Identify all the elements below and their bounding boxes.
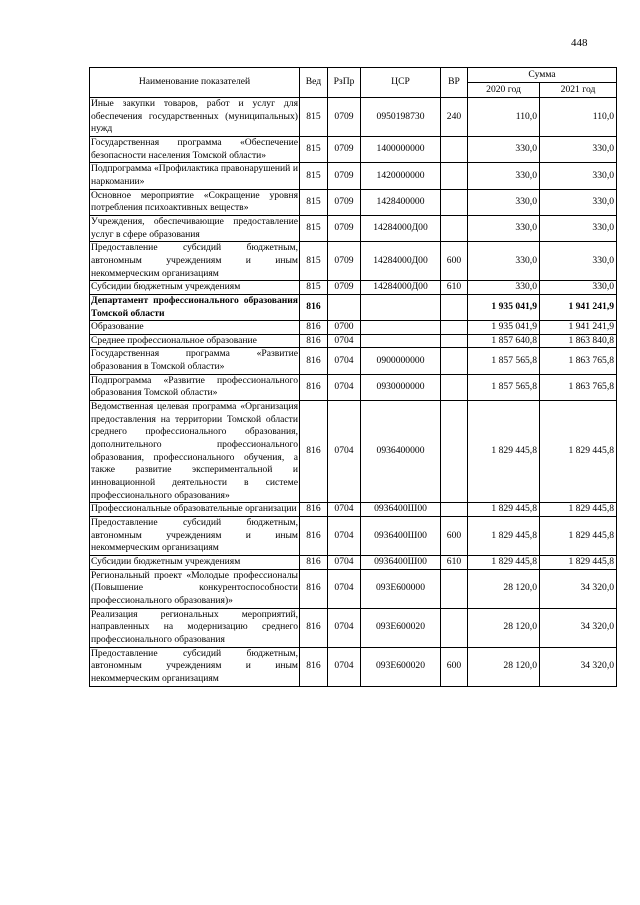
table-body (90, 98, 617, 687)
table-row (90, 98, 617, 137)
cell-vr (441, 163, 468, 189)
table-row (90, 242, 617, 281)
cell-rzpr: 0700 (328, 321, 361, 335)
cell-sum-2021: 1 829 445,8 (540, 517, 617, 556)
cell-rzpr (328, 294, 361, 320)
cell-sum-2020: 1 829 445,8 (468, 555, 540, 569)
cell-sum-2020: 330,0 (468, 215, 540, 241)
cell-ved: 815 (300, 215, 328, 241)
cell-sum-2021: 1 829 445,8 (540, 555, 617, 569)
cell-csr: 0930000000 (361, 374, 441, 400)
cell-vr (441, 401, 468, 503)
cell-ved: 816 (300, 569, 328, 608)
header-2020: 2020 год (468, 83, 540, 98)
cell-vr (441, 374, 468, 400)
budget-table (89, 67, 617, 687)
cell-sum-2021: 330,0 (540, 163, 617, 189)
cell-rzpr: 0709 (328, 189, 361, 215)
cell-sum-2020: 1 935 041,9 (468, 294, 540, 320)
cell-csr: 1400000000 (361, 136, 441, 162)
table-row (90, 281, 617, 295)
cell-name: Подпрограмма «Развитие профессионального образования Томской области» (90, 374, 300, 400)
cell-csr: 14284000Д00 (361, 215, 441, 241)
cell-ved: 816 (300, 401, 328, 503)
cell-sum-2021: 330,0 (540, 189, 617, 215)
cell-vr (441, 503, 468, 517)
cell-csr: 0936400Ш00 (361, 503, 441, 517)
cell-name: Предоставление субсидий бюджетным, автономным учреждениям и иным некоммерческим организациям (90, 242, 300, 281)
header-rzpr: РзПр (328, 68, 361, 98)
cell-name: Государственная программа «Развитие образования в Томской области» (90, 348, 300, 374)
cell-name: Иные закупки товаров, работ и услуг для обеспечения государственных (муниципальных) нужд (90, 98, 300, 137)
cell-sum-2020: 1 935 041,9 (468, 321, 540, 335)
cell-vr (441, 321, 468, 335)
cell-name: Субсидии бюджетным учреждениям (90, 281, 300, 295)
table-row (90, 215, 617, 241)
cell-name: Профессиональные образовательные организации (90, 503, 300, 517)
cell-rzpr: 0704 (328, 608, 361, 647)
cell-vr (441, 215, 468, 241)
cell-name: Образование (90, 321, 300, 335)
cell-csr (361, 294, 441, 320)
cell-csr: 093Е600020 (361, 608, 441, 647)
cell-rzpr: 0709 (328, 215, 361, 241)
table-row (90, 569, 617, 608)
cell-csr: 14284000Д00 (361, 242, 441, 281)
cell-name: Реализация региональных мероприятий, направленных на модернизацию среднего профессионального образования (90, 608, 300, 647)
cell-name: Основное мероприятие «Сокращение уровня потребления психоактивных веществ» (90, 189, 300, 215)
cell-vr: 600 (441, 647, 468, 686)
cell-vr (441, 294, 468, 320)
header-ved: Вед (300, 68, 328, 98)
cell-vr (441, 348, 468, 374)
cell-rzpr: 0709 (328, 163, 361, 189)
cell-sum-2020: 1 829 445,8 (468, 401, 540, 503)
cell-vr: 610 (441, 281, 468, 295)
cell-sum-2020: 28 120,0 (468, 608, 540, 647)
cell-ved: 815 (300, 163, 328, 189)
table-row (90, 136, 617, 162)
cell-ved: 816 (300, 321, 328, 335)
cell-vr: 600 (441, 517, 468, 556)
table-row (90, 334, 617, 348)
cell-vr (441, 189, 468, 215)
header-2021: 2021 год (540, 83, 617, 98)
cell-sum-2020: 28 120,0 (468, 569, 540, 608)
cell-ved: 815 (300, 242, 328, 281)
cell-name: Учреждения, обеспечивающие предоставление услуг в сфере образования (90, 215, 300, 241)
cell-name: Государственная программа «Обеспечение безопасности населения Томской области» (90, 136, 300, 162)
cell-sum-2021: 330,0 (540, 281, 617, 295)
cell-ved: 816 (300, 348, 328, 374)
cell-sum-2021: 1 829 445,8 (540, 401, 617, 503)
cell-sum-2021: 1 941 241,9 (540, 294, 617, 320)
cell-sum-2020: 1 829 445,8 (468, 503, 540, 517)
cell-sum-2020: 330,0 (468, 136, 540, 162)
cell-rzpr: 0709 (328, 98, 361, 137)
cell-vr (441, 136, 468, 162)
table-row (90, 401, 617, 503)
cell-ved: 815 (300, 189, 328, 215)
cell-name: Ведомственная целевая программа «Организация предоставления на территории Томской области среднего профессионального образования, дополнительного профессионального образования, профессионального обучения, а также развитие экспериментальной и инновационной деятельности в системе профессионального образования» (90, 401, 300, 503)
cell-sum-2021: 34 320,0 (540, 647, 617, 686)
cell-csr: 1420000000 (361, 163, 441, 189)
cell-vr: 240 (441, 98, 468, 137)
cell-sum-2020: 330,0 (468, 189, 540, 215)
table-row (90, 163, 617, 189)
cell-ved: 816 (300, 503, 328, 517)
cell-sum-2020: 1 857 565,8 (468, 374, 540, 400)
cell-name: Региональный проект «Молодые профессионалы (Повышение конкурентоспособности профессионального образования)» (90, 569, 300, 608)
cell-sum-2020: 1 857 565,8 (468, 348, 540, 374)
cell-rzpr: 0709 (328, 242, 361, 281)
cell-sum-2020: 1 857 640,8 (468, 334, 540, 348)
cell-rzpr: 0704 (328, 401, 361, 503)
table-row (90, 348, 617, 374)
cell-rzpr: 0704 (328, 334, 361, 348)
cell-sum-2021: 1 863 765,8 (540, 374, 617, 400)
cell-sum-2021: 330,0 (540, 242, 617, 281)
table-row (90, 189, 617, 215)
cell-csr: 1428400000 (361, 189, 441, 215)
header-sum: Сумма (468, 68, 617, 83)
cell-name: Предоставление субсидий бюджетным, автономным учреждениям и иным некоммерческим организациям (90, 647, 300, 686)
cell-sum-2020: 330,0 (468, 242, 540, 281)
cell-ved: 816 (300, 294, 328, 320)
cell-vr: 610 (441, 555, 468, 569)
cell-name: Департамент профессионального образования Томской области (90, 294, 300, 320)
cell-csr: 093Е600020 (361, 647, 441, 686)
cell-sum-2020: 28 120,0 (468, 647, 540, 686)
cell-ved: 816 (300, 517, 328, 556)
cell-ved: 816 (300, 334, 328, 348)
cell-sum-2020: 110,0 (468, 98, 540, 137)
cell-sum-2021: 34 320,0 (540, 569, 617, 608)
cell-ved: 815 (300, 136, 328, 162)
cell-rzpr: 0709 (328, 136, 361, 162)
cell-csr: 0936400Ш00 (361, 517, 441, 556)
cell-sum-2021: 1 829 445,8 (540, 503, 617, 517)
cell-sum-2020: 330,0 (468, 281, 540, 295)
cell-csr (361, 334, 441, 348)
cell-name: Субсидии бюджетным учреждениям (90, 555, 300, 569)
cell-sum-2021: 1 863 840,8 (540, 334, 617, 348)
cell-name: Среднее профессиональное образование (90, 334, 300, 348)
cell-ved: 815 (300, 281, 328, 295)
cell-rzpr: 0704 (328, 374, 361, 400)
header-csr: ЦСР (361, 68, 441, 98)
cell-rzpr: 0704 (328, 569, 361, 608)
header-name: Наименование показателей (90, 68, 300, 98)
cell-ved: 815 (300, 98, 328, 137)
cell-name: Подпрограмма «Профилактика правонарушений и наркомании» (90, 163, 300, 189)
table-row (90, 647, 617, 686)
table-row (90, 294, 617, 320)
cell-csr (361, 321, 441, 335)
table-row (90, 374, 617, 400)
cell-csr: 0900000000 (361, 348, 441, 374)
cell-sum-2020: 1 829 445,8 (468, 517, 540, 556)
table-row (90, 321, 617, 335)
cell-sum-2021: 330,0 (540, 215, 617, 241)
cell-rzpr: 0704 (328, 503, 361, 517)
cell-rzpr: 0704 (328, 348, 361, 374)
cell-rzpr: 0704 (328, 555, 361, 569)
cell-csr: 0936400Ш00 (361, 555, 441, 569)
cell-ved: 816 (300, 647, 328, 686)
table-row (90, 608, 617, 647)
cell-vr (441, 608, 468, 647)
cell-csr: 093Е600000 (361, 569, 441, 608)
cell-csr: 0950198730 (361, 98, 441, 137)
cell-sum-2020: 330,0 (468, 163, 540, 189)
cell-vr (441, 569, 468, 608)
header-vr: ВР (441, 68, 468, 98)
cell-ved: 816 (300, 608, 328, 647)
table-row (90, 503, 617, 517)
cell-sum-2021: 110,0 (540, 98, 617, 137)
cell-rzpr: 0709 (328, 281, 361, 295)
cell-ved: 816 (300, 374, 328, 400)
cell-vr (441, 334, 468, 348)
cell-rzpr: 0704 (328, 517, 361, 556)
cell-ved: 816 (300, 555, 328, 569)
cell-sum-2021: 34 320,0 (540, 608, 617, 647)
cell-name: Предоставление субсидий бюджетным, автономным учреждениям и иным некоммерческим организациям (90, 517, 300, 556)
cell-rzpr: 0704 (328, 647, 361, 686)
table-row (90, 517, 617, 556)
cell-sum-2021: 330,0 (540, 136, 617, 162)
cell-sum-2021: 1 941 241,9 (540, 321, 617, 335)
cell-sum-2021: 1 863 765,8 (540, 348, 617, 374)
cell-vr: 600 (441, 242, 468, 281)
page-number: 448 (571, 37, 588, 49)
table-row (90, 555, 617, 569)
cell-csr: 14284000Д00 (361, 281, 441, 295)
cell-csr: 0936400000 (361, 401, 441, 503)
